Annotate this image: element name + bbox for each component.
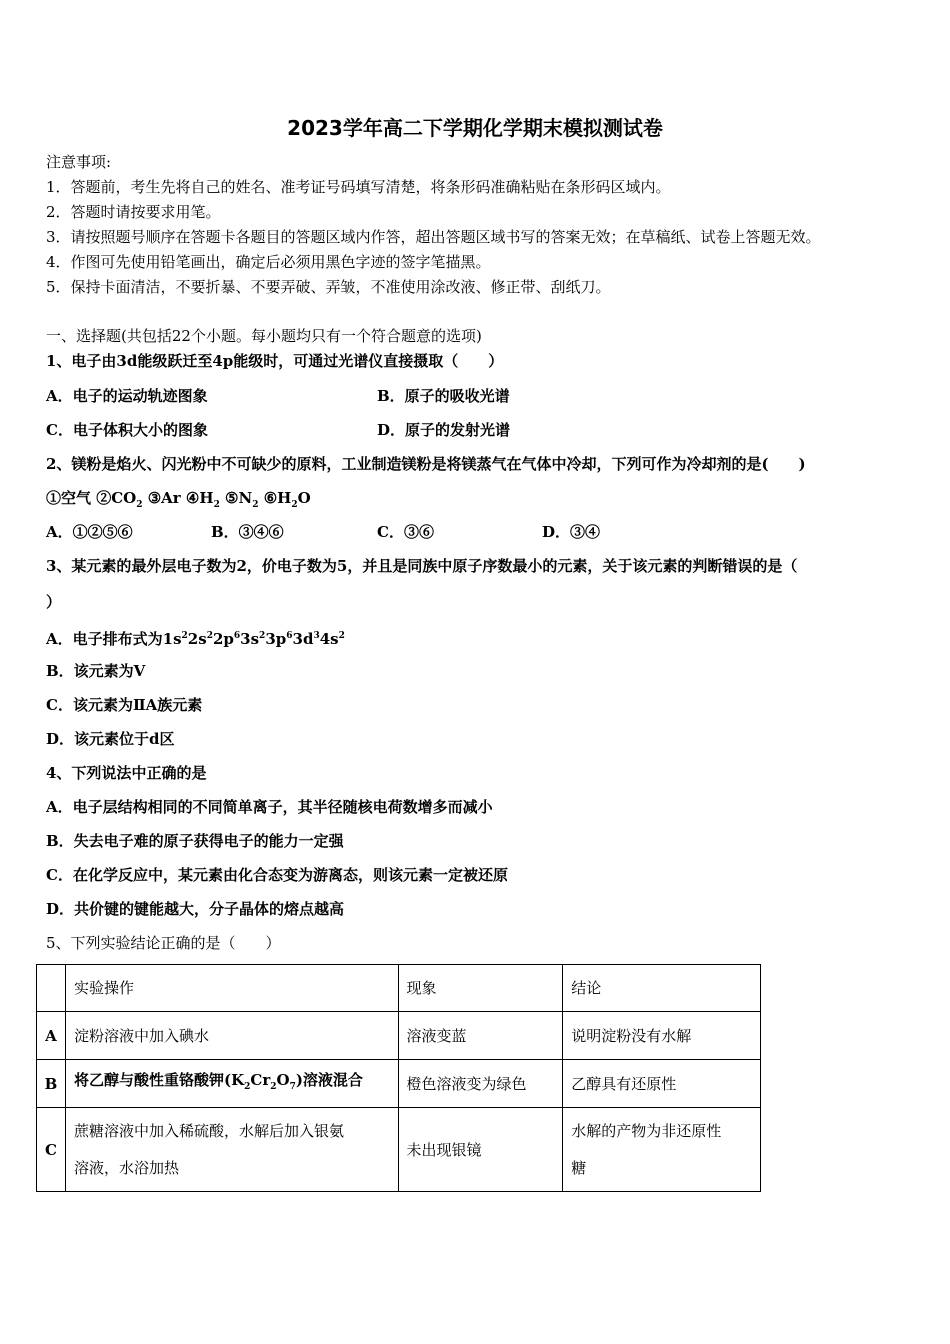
- notice-item: 4．作图可先使用铅笔画出，确定后必须用黑色字迹的签字笔描黑。: [46, 253, 491, 271]
- question-4-option-c[interactable]: C．在化学反应中，某元素由化合态变为游离态，则该元素一定被还原: [46, 866, 508, 884]
- table-header: 结论: [563, 965, 761, 1012]
- section-heading: 一、选择题(共包括22个小题。每小题均只有一个符合题意的选项): [46, 327, 482, 345]
- question-4-option-d[interactable]: D．共价键的键能越大，分子晶体的熔点越高: [46, 900, 345, 918]
- table-cell: [37, 965, 66, 1012]
- table-header: 实验操作: [65, 965, 398, 1012]
- notice-item: 2．答题时请按要求用笔。: [46, 203, 221, 221]
- table-row: [37, 1108, 761, 1192]
- row-label: C: [37, 1108, 66, 1192]
- question-3-stem: 3、某元素的最外层电子数为2，价电子数为5，并且是同族中原子序数最小的元素，关于该元素的判断错误的是（: [46, 557, 798, 575]
- notice-item: 5．保持卡面清洁，不要折暴、不要弄破、弄皱，不准使用涂改液、修正带、刮纸刀。: [46, 278, 611, 296]
- question-1-option-c[interactable]: C．电子体积大小的图象: [46, 421, 208, 439]
- table-header: 现象: [398, 965, 563, 1012]
- question-2-option-c[interactable]: C．③⑥: [377, 523, 434, 541]
- question-1-option-d[interactable]: D．原子的发射光谱: [377, 421, 511, 439]
- question-3-option-d[interactable]: D．该元素位于d区: [46, 730, 175, 748]
- notice-item: 3．请按照题号顺序在答题卡各题目的答题区域内作答，超出答题区域书写的答案无效；在草稿纸、试卷上答题无效。: [46, 228, 821, 246]
- table-cell: 橙色溶液变为绿色: [398, 1060, 563, 1108]
- table-cell: 将乙醇与酸性重铬酸钾$(K_2Cr_2O_7)$溶液混合: [65, 1060, 398, 1108]
- question-2-choices: ①空气 $②CO_2$ ③Ar $④H_2$ $⑤N_2$ $⑥H_2O$: [46, 489, 311, 510]
- table-row: [37, 1012, 761, 1060]
- question-2-option-b[interactable]: B．③④⑥: [211, 523, 284, 541]
- table-header-row: [37, 965, 761, 1012]
- question-2-option-d[interactable]: D．③④: [542, 523, 601, 541]
- question-3-stem-cont: ）: [46, 593, 62, 611]
- table-cell: 溶液变蓝: [398, 1012, 563, 1060]
- question-4-option-a[interactable]: A．电子层结构相同的不同简单离子，其半径随核电荷数增多而减小: [46, 798, 493, 816]
- question-4-stem: 4、下列说法中正确的是: [46, 764, 207, 782]
- table-cell: 说明淀粉没有水解: [563, 1012, 761, 1060]
- question-3-option-b[interactable]: B．该元素为V: [46, 662, 146, 680]
- experiment-table: [36, 964, 761, 1192]
- page-title: 2023学年高二下学期化学期末模拟测试卷: [287, 116, 663, 140]
- table-cell: 水解的产物为非还原性 糖: [563, 1108, 761, 1192]
- question-1-stem: 1、电子由3d能级跃迁至4p能级时，可通过光谱仪直接摄取（ ）: [46, 352, 504, 370]
- row-label: B: [37, 1060, 66, 1108]
- question-3-option-c[interactable]: C．该元素为ⅡA族元素: [46, 696, 203, 714]
- row-label: A: [37, 1012, 66, 1060]
- notice-heading: 注意事项:: [46, 153, 112, 171]
- question-1-option-b[interactable]: B．原子的吸收光谱: [377, 387, 510, 405]
- question-2-option-a[interactable]: A．①②⑤⑥: [46, 523, 133, 541]
- notice-item: 1．答题前，考生先将自己的姓名、准考证号码填写清楚，将条形码准确粘贴在条形码区域内。: [46, 178, 671, 196]
- table-cell: 乙醇具有还原性: [563, 1060, 761, 1108]
- question-3-option-a[interactable]: A．电子排布式为$1s^22s^22p^63s^23p^63d^34s^2$: [46, 630, 345, 648]
- table-row: [37, 1060, 761, 1108]
- question-5-stem: 5、下列实验结论正确的是（ ）: [46, 934, 281, 952]
- question-4-option-b[interactable]: B．失去电子难的原子获得电子的能力一定强: [46, 832, 344, 850]
- table-cell: 淀粉溶液中加入碘水: [65, 1012, 398, 1060]
- table-cell: 蔗糖溶液中加入稀硫酸，水解后加入银氨 溶液，水浴加热: [65, 1108, 398, 1192]
- table-cell: 未出现银镜: [398, 1108, 563, 1192]
- question-2-stem: 2、镁粉是焰火、闪光粉中不可缺少的原料，工业制造镁粉是将镁蒸气在气体中冷却，下列可作为冷却剂的是( ): [46, 455, 806, 473]
- question-1-option-a[interactable]: A．电子的运动轨迹图象: [46, 387, 208, 405]
